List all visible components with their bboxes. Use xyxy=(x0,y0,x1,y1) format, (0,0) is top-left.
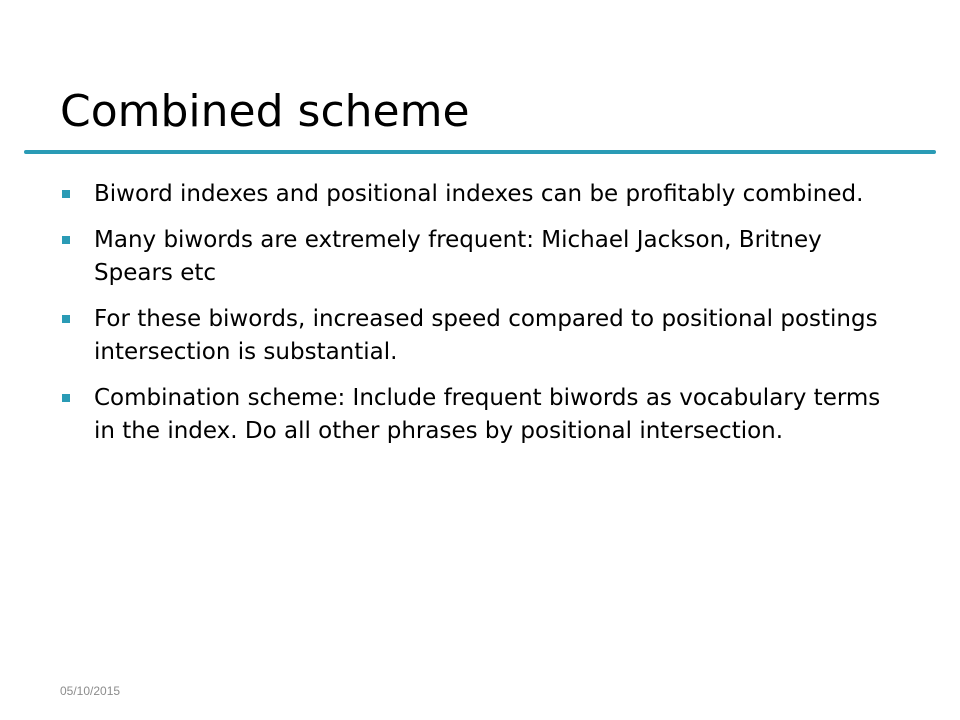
bullet-item xyxy=(60,303,900,369)
bullet-text: Combination scheme: Include frequent biwords as vocabulary terms in the index. Do all other phrases by positional intersection. xyxy=(94,385,881,444)
square-bullet-icon xyxy=(62,190,70,198)
bullet-item xyxy=(60,178,900,211)
bullet-list xyxy=(60,178,900,461)
footer-date: 05/10/2015 xyxy=(60,684,121,698)
square-bullet-icon xyxy=(62,315,70,323)
bullet-text: For these biwords, increased speed compared to positional postings intersection is substantial. xyxy=(94,306,878,365)
slide-title: Combined scheme xyxy=(60,86,470,137)
square-bullet-icon xyxy=(62,394,70,402)
bullet-text: Many biwords are extremely frequent: Michael Jackson, Britney Spears etc xyxy=(94,227,822,286)
bullet-item xyxy=(60,382,900,448)
bullet-text: Biword indexes and positional indexes can be profitably combined. xyxy=(94,181,864,207)
bullet-item xyxy=(60,224,900,290)
square-bullet-icon xyxy=(62,236,70,244)
title-divider xyxy=(24,150,936,154)
